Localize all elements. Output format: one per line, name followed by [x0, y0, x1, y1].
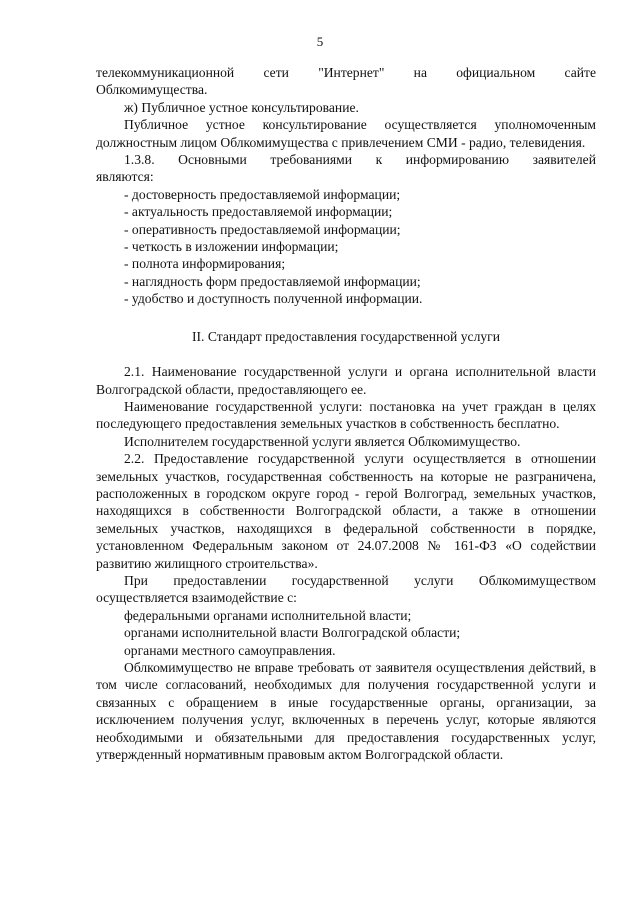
list-item: - оперативность предоставляемой информации; — [124, 221, 401, 237]
paragraph-2-1: 2.1. Наименование государственной услуги и органа исполнительной власти Волгоградской области, предоставляющего ее. — [96, 364, 596, 397]
paragraph-prohibition: Облкомимущество не вправе требовать от заявителя осуществления действий, в том числе согласований, необходимых для получения государственной услуги и связанных с обращением в иные государственные органы, организации, за исключением получения услуг, включенных в перечень услуг, которые являются необходимыми и обязательными для предоставления государственных услуг, утвержденный нормативным правовым актом Волгоградской области. — [96, 660, 596, 763]
list-item: - достоверность предоставляемой информации; — [124, 186, 401, 202]
list-item: органами исполнительной власти Волгоградской области; — [124, 625, 461, 641]
list-item: - полнота информирования; — [124, 256, 286, 272]
continuation-line-end: Облкомимущества. — [96, 82, 208, 98]
list-item: органами местного самоуправления. — [124, 642, 336, 658]
list-item: - удобство и доступность полученной информации. — [124, 291, 423, 307]
requirements-list — [96, 186, 596, 308]
page-number: 5 — [316, 34, 324, 49]
continuation-line: телекоммуникационной сети "Интернет" на официальном сайте — [96, 65, 596, 80]
list-item: - четкость в изложении информации; — [124, 239, 339, 255]
list-item: - наглядность форм предоставляемой информации; — [124, 273, 421, 289]
paragraph-interaction: При предоставлении государственной услуги Облкомимуществом осуществляется взаимодействие с: — [96, 572, 596, 606]
document-body — [96, 64, 596, 763]
paragraph-public-consulting: Публичное устное консультирование осуществляется уполномоченным должностным лицом Облкомимущества с привлечением СМИ - радио, телевидения. — [96, 117, 596, 150]
paragraph-executor: Исполнителем государственной услуги является Облкомимущество. — [124, 433, 521, 449]
list-item: федеральными органами исполнительной власти; — [124, 607, 412, 623]
section-title: II. Стандарт предоставления государственной услуги — [191, 328, 500, 344]
list-item: - актуальность предоставляемой информации; — [124, 204, 393, 220]
requirements-intro-end: являются: — [96, 169, 154, 185]
requirements-intro: 1.3.8. Основными требованиями к информированию заявителей — [124, 152, 596, 168]
item-zh: ж) Публичное устное консультирование. — [124, 99, 359, 115]
paragraph-service-name: Наименование государственной услуги: постановка на учет граждан в целях последующего предоставления земельных участков в собственность бесплатно. — [96, 398, 596, 432]
paragraph-2-2: 2.2. Предоставление государственной услуги осуществляется в отношении земельных участков, государственная собственность на которые не разграничена, расположенных в городском округе город - герой Волгоград, земельных участков, находящихся в собственности Волгоградской области, а также в отношении земельных участков, находящихся в федеральной собственности в порядке, установленном Федеральным законом от 24.07.2008 № 161-ФЗ «О содействии развитию жилищного строительства». — [96, 451, 596, 571]
